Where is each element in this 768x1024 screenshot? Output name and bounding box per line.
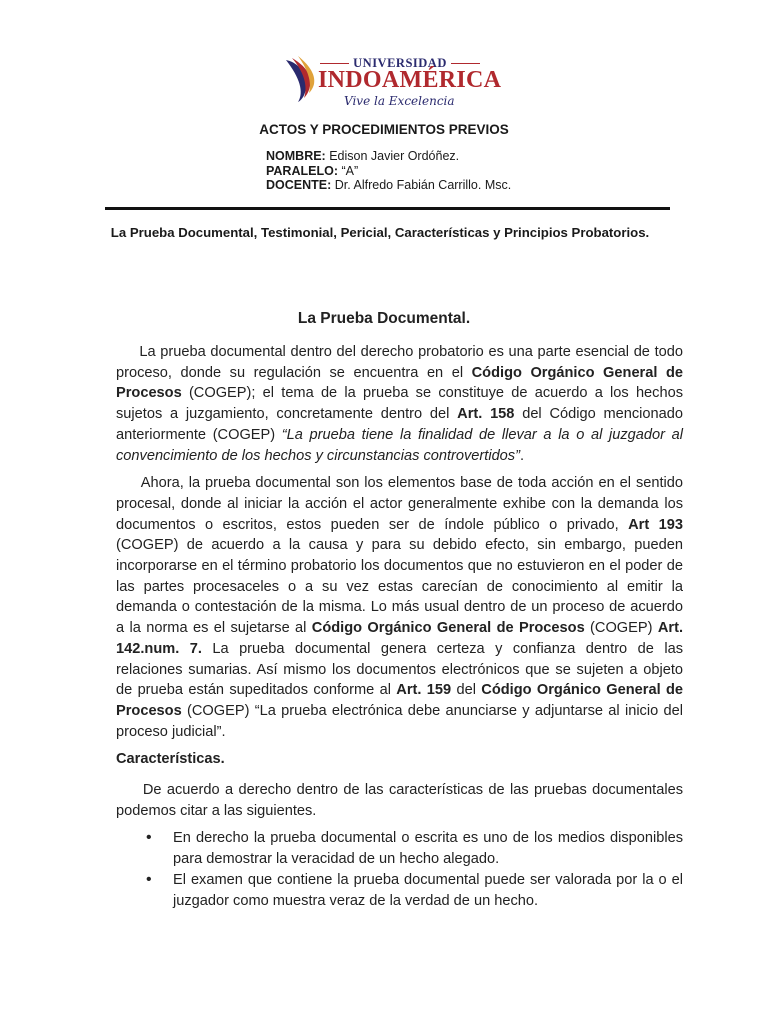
docente-line: DOCENTE: Dr. Alfredo Fabián Carrillo. Msc.	[266, 178, 512, 192]
paragraph-1: La prueba documental dentro del derecho probatorio es una parte esencial de todo proceso, donde su regulación se encuentra en el Código Orgánico General de Procesos (COGEP); el tema de la prueba se constituye de acuerdo a los hechos sujetos a juzgamiento, concretamente dentro del Art. 158 del Código mencionado anteriormente (COGEP) “La prueba tiene la finalidad de llevar a la o al juzgador al convencimiento de los hechos y circunstancias controvertidos”.	[116, 344, 683, 464]
document-subtitle: La Prueba Documental, Testimonial, Pericial, Características y Principios Probatorios.	[110, 225, 650, 240]
logo-name: INDOAMÉRICA	[318, 67, 502, 93]
paragraph-2: Ahora, la prueba documental son los elementos base de toda acción en el sentido procesal, donde al iniciar la acción el actor generalmente exhibe con la demanda los documentos o escritos, estos pueden ser de índole público o privado, Art 193 (COGEP) de acuerdo a la causa y para su debido efecto, sin embargo, pueden incorporarse en el término probatorio los documentos que no estuvieron en el poder de las partes procesaceles o a su vez estas carecían de conocimiento al emitir la demanda o contestación de la misma. Lo más usual dentro de un proceso de acuerdo a la norma es el sujetarse al Código Orgánico General de Procesos (COGEP) Art. 142.num. 7. La prueba documental genera certeza y confianza dentro de las relaciones sumarias. Así mismo los documentos electrónicos que se sujeten a objeto de prueba están supeditados conforme al Art. 159 del Código Orgánico General de Procesos (COGEP) “La prueba electrónica debe anunciarse y adjuntarse al inicio del proceso judicial”.	[116, 475, 684, 740]
document-title: ACTOS Y PROCEDIMIENTOS PREVIOS	[259, 122, 509, 137]
section-heading-prueba-documental: La Prueba Documental.	[297, 310, 471, 327]
document-body	[116, 342, 683, 911]
university-logo	[282, 56, 502, 114]
paralelo-line: PARALELO: “A”	[266, 163, 359, 178]
caracteristicas-list	[146, 828, 683, 911]
section-heading-caracteristicas: Características.	[116, 751, 225, 768]
logo-tagline: Vive la Excelencia	[344, 94, 455, 108]
header-divider	[105, 207, 670, 210]
flame-emblem-icon	[282, 56, 316, 102]
logo-university-text: UNIVERSIDAD	[320, 56, 480, 71]
caracteristicas-intro: De acuerdo a derecho dentro de las características de las pruebas documentales podemos citar a las siguientes.	[116, 782, 683, 819]
list-item: • En derecho la prueba documental o escrita es uno de los medios disponibles para demostrar la veracidad de un hecho alegado.	[146, 828, 683, 869]
list-item: • El examen que contiene la prueba documental puede ser valorada por la o el juzgador como muestra veraz de la verdad de un hecho.	[146, 870, 683, 911]
student-info	[266, 149, 511, 193]
nombre-line: NOMBRE: Edison Javier Ordóñez.	[266, 149, 460, 163]
